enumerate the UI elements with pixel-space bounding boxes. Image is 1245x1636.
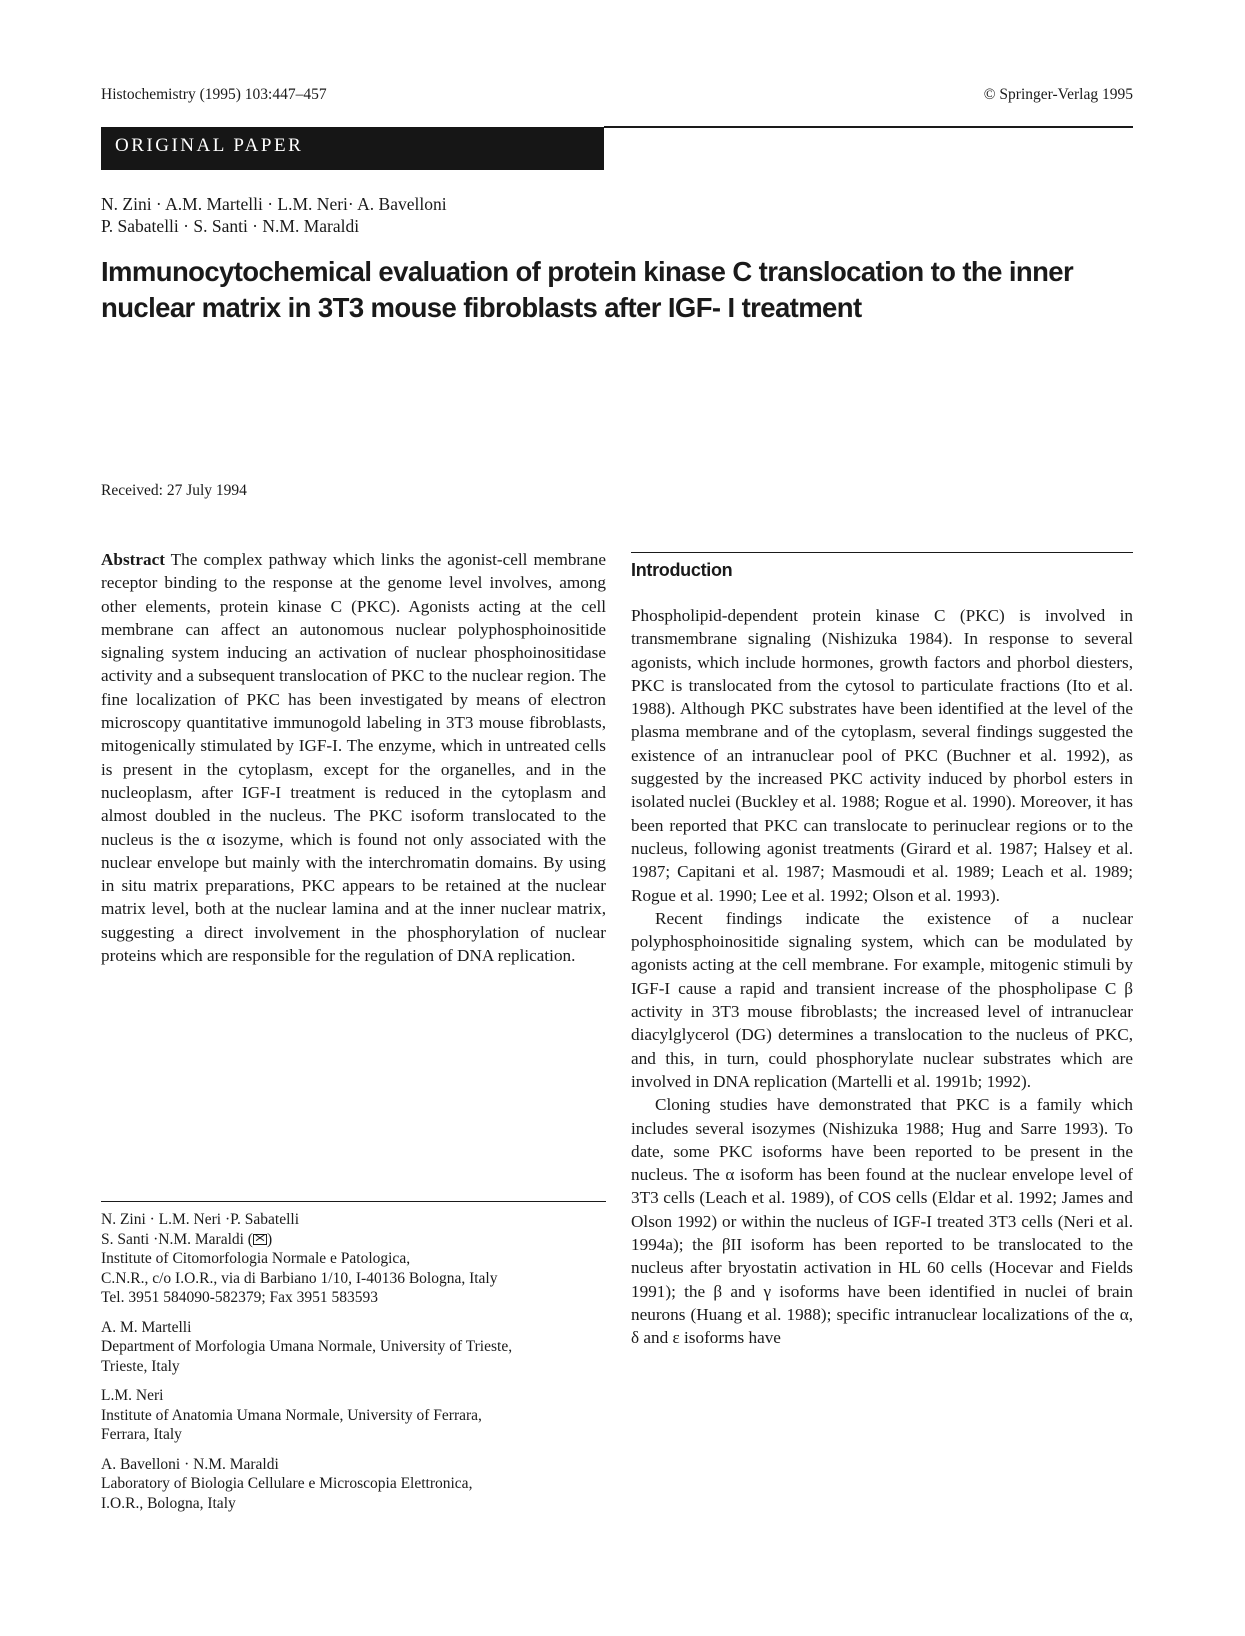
affiliation-block: [101, 1386, 606, 1445]
introduction-heading: Introduction: [631, 560, 733, 580]
affiliation-block: [101, 1318, 606, 1377]
affiliations: [101, 1210, 606, 1523]
affiliation-names: A. Bavelloni · N.M. Maraldi: [101, 1455, 279, 1473]
affiliation-line: Trieste, Italy: [101, 1357, 180, 1375]
envelope-icon: [253, 1234, 267, 1245]
affiliation-names: S. Santi ·N.M. Maraldi ( ): [101, 1230, 273, 1248]
affiliation-line: Ferrara, Italy: [101, 1426, 182, 1443]
affiliation-line: Laboratory of Biologia Cellulare e Microscopia Elettronica,: [101, 1475, 473, 1492]
header-rule: [604, 126, 1133, 128]
author-list: [101, 193, 447, 237]
affiliation-names: L.M. Neri: [101, 1387, 164, 1404]
publisher-copyright: © Springer-Verlag 1995: [983, 86, 1133, 103]
affiliation-names: A. M. Martelli: [101, 1318, 192, 1336]
author-line: N. Zini · A.M. Martelli · L.M. Neri· A. Bavelloni: [101, 194, 447, 214]
section-rule: [631, 552, 1133, 553]
affiliation-line: C.N.R., c/o I.O.R., via di Barbiano 1/10, I-40136 Bologna, Italy: [101, 1269, 498, 1287]
received-date: Received: 27 July 1994: [101, 482, 247, 499]
affiliation-block: [101, 1210, 606, 1308]
paper-type-banner: [101, 127, 604, 170]
affiliation-names: N. Zini · L.M. Neri ·P. Sabatelli: [101, 1211, 300, 1228]
journal-citation: Histochemistry (1995) 103:447–457: [101, 86, 327, 103]
abstract: [101, 548, 606, 967]
affiliation-line: Department of Morfologia Umana Normale, University of Trieste,: [101, 1338, 513, 1355]
author-line: P. Sabatelli · S. Santi · N.M. Maraldi: [101, 216, 360, 236]
abstract-heading: Abstract: [101, 550, 165, 569]
footnote-rule: [101, 1201, 606, 1202]
paper-type-label: ORIGINAL PAPER: [115, 135, 304, 156]
affiliation-block: [101, 1455, 606, 1514]
paragraph: Phospholipid-dependent protein kinase C (PKC) is involved in transmembrane signaling (Nishizuka 1984). In response to several agonists, which include hormones, growth factors and phorbol diesters, PKC is translocated from the cytosol to particulate fractions (Ito et al. 1988). Although PKC substrates have been identified at the level of the plasma membrane and of the cytoplasm, several findings suggested the existence of an intranuclear pool of PKC (Buchner et al. 1992), as suggested by the increased PKC activity induced by phorbol esters in isolated nuclei (Buckley et al. 1988; Rogue et al. 1990). Moreover, it has been reported that PKC can translocate to perinuclear regions or to the nucleus, following agonist treatments (Girard et al. 1987; Halsey et al. 1987; Capitani et al. 1987; Masmoudi et al. 1989; Leach et al. 1989; Rogue et al. 1990; Lee et al. 1992; Olson et al. 1993).: [631, 606, 1133, 905]
paper-title: Immunocytochemical evaluation of protein kinase C translocation to the inner nuclear matrix in 3T3 mouse fibroblasts after IGF- I treatment: [101, 256, 1074, 323]
paragraph: Recent findings indicate the existence of a nuclear polyphosphoinositide signaling system, which can be modulated by agonists acting at the cell membrane. For example, mitogenic stimuli by IGF-I cause a rapid and transient increase of the phospholipase C β activity in 3T3 mouse fibroblasts; the increased level of intranuclear diacylglycerol (DG) determines a translocation to the nucleus of PKC, and this, in turn, could phosphorylate nuclear substrates which are involved in DNA replication (Martelli et al. 1991b; 1992).: [631, 908, 1133, 1091]
affiliation-line: Institute of Citomorfologia Normale e Patologica,: [101, 1250, 411, 1267]
abstract-text: The complex pathway which links the agonist-cell membrane receptor binding to the response at the genome level involves, among other elements, protein kinase C (PKC). Agonists acting at the cell membrane can affect an autonomous nuclear polyphosphoinositide signaling system inducing an activation of nuclear phosphoinositidase activity and a subsequent translocation of PKC to the nuclear region. The fine localization of PKC has been investigated by means of electron microscopy quantitative immunogold labeling in 3T3 mouse fibroblasts, mitogenically stimulated by IGF-I. The enzyme, which in untreated cells is present in the cytoplasm, except for the organelles, and in the nucleoplasm, after IGF-I treatment is reduced in the cytoplasm and almost doubled in the nucleus. The PKC isoform translocated to the nucleus is the α isozyme, which is found not only associated with the nuclear envelope but mainly with the interchromatin domains. By using in situ matrix preparations, PKC appears to be retained at the nuclear matrix level, both at the nuclear lamina and at the inner nuclear matrix, suggesting a direct involvement in the phosphorylation of nuclear proteins which are responsible for the regulation of DNA replication.: [101, 550, 606, 966]
affiliation-line: Institute of Anatomia Umana Normale, University of Ferrara,: [101, 1406, 482, 1424]
affiliation-line: I.O.R., Bologna, Italy: [101, 1494, 236, 1512]
paragraph: Cloning studies have demonstrated that PKC is a family which includes several isozymes (Nishizuka 1988; Hug and Sarre 1993). To date, some PKC isoforms have been reported to be present in the nucleus. The α isoform has been found at the nuclear envelope level of 3T3 cells (Leach et al. 1989), of COS cells (Eldar et al. 1992; James and Olson 1992) or within the nucleus of IGF-I treated 3T3 cells (Neri et al. 1994a); the βII isoform has been reported to be translocated to the nucleus after bryostatin activation in HL 60 cells (Hocevar and Fields 1991); the β and γ isoforms have been identified in nuclei of brain neurons (Huang et al. 1988); specific intranuclear localizations of the α, δ and ε isoforms have: [631, 1095, 1133, 1348]
affiliation-line: Tel. 3951 584090-582379; Fax 3951 583593: [101, 1289, 379, 1306]
introduction-body: [631, 604, 1133, 1350]
